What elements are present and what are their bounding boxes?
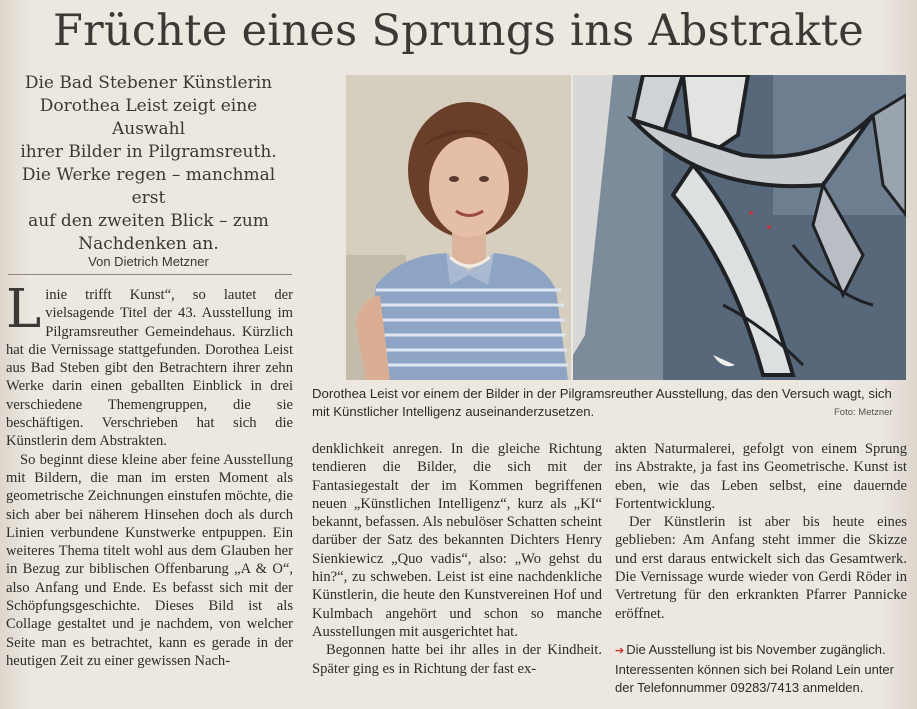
subhead-line: Nachdenken an. <box>78 234 219 254</box>
subhead-line: Die Werke regen – manchmal erst <box>21 165 276 208</box>
byline: Von Dietrich Metzner <box>88 254 209 269</box>
paragraph-text: inie trifft Kunst“, so lautet der vielsagende Titel der 43. Ausstellung im Pilgramsreuther Gemeindehaus. Kürzlich hat die Vernissage stattgefunden. Dorothea Leist aus Bad Steben gibt den Betrachtern ihrer zehn Werke darin einen geballten Einblick in drei verschiedene Themengruppen, die sie beschäftigen. Verschrieben hat sich die Künstlerin dem Abstrakten. <box>6 287 293 450</box>
article-column-1 <box>6 279 293 670</box>
woman-portrait-image <box>346 75 571 380</box>
abstract-painting-photo <box>573 75 906 380</box>
byline-divider <box>8 274 292 275</box>
notice-line <box>615 641 907 661</box>
exhibition-notice <box>615 641 907 698</box>
paragraph <box>6 279 293 451</box>
article-column-2 <box>312 440 602 678</box>
notice-text: Die Ausstellung ist bis November zugänglich. <box>626 642 886 657</box>
notice-line: Interessenten können sich bei Roland Lein unter <box>615 661 894 677</box>
drop-cap: L <box>6 279 42 340</box>
arrow-icon: ➔ <box>615 645 625 657</box>
subhead-line: Dorothea Leist zeigt eine Auswahl <box>39 96 258 139</box>
subhead-line: auf den zweiten Blick – zum <box>28 211 269 231</box>
photo-caption: Dorothea Leist vor einem der Bilder in der Pilgramsreuther Ausstellung, das den Versuch wagt, sich mit Künstlicher Intelligenz auseinanderzusetzen. <box>312 386 892 419</box>
headline: Früchte eines Sprungs ins Abstrakte <box>52 6 865 56</box>
subheadline <box>6 72 291 256</box>
subhead-line: Die Bad Stebener Künstlerin <box>24 73 273 93</box>
paragraph: Der Künstlerin ist aber bis heute eines geblieben: Am Anfang steht immer die Skizze und erst daraus entwickelt sich das Gesamtwerk. Die Vernissage wurde wieder von Gerdi Röder in Vertretung für den erkrankten Pfarrer Pannicke eröffnet. <box>615 514 907 622</box>
paragraph: akten Naturmalerei, gefolgt von einem Sprung ins Abstrakte, ja fast ins Geometrische. Kunst ist eben, wie das Leben selbst, eine dauernde Fortentwicklung. <box>615 441 907 512</box>
paragraph: So beginnt diese kleine aber feine Ausstellung mit Bildern, die man im ersten Moment als geometrische Zeichnungen einstufen möchte, die sich aber bei näherem Hinsehen doch als durch Linien verbundene Kunstwerke entpuppen. Ein weiteres Thema titelt wohl aus dem Glauben her in Bezug zur biblischen Offenbarung „A & O“, also Anfang und Ende. Es befasst sich mit der Schöpfungsgeschichte. Dieses Bild ist als Collage gestaltet und je nachdem, von welcher Seite man es betrachtet, kann es gerade in der heutigen Zeit zu einer gewissen Nach- <box>6 451 293 669</box>
abstract-painting-image <box>573 75 906 380</box>
paragraph: Begonnen hatte bei ihr alles in der Kindheit. Später ging es in Richtung der fast ex- <box>312 642 602 677</box>
portrait-photo <box>346 75 571 380</box>
paragraph: denklichkeit anregen. In die gleiche Richtung tendieren die Bilder, die sich mit der Fantasiegestalt der im Kommen begriffenen neuen „Künstlichen Intelligenz“, kurz als „KI“ bekannt, befassen. Als nebulöser Schatten scheint darüber der Satz des bekannten Dichters Henry Sienkiewicz „Quo vadis“, also: „Wo gehst du hin?“, zu schweben. Leist ist eine nachdenkliche Künstlerin, die heute den Kunstvereinen Hof und Kulmbach angehört und schon so manche Ausstellungen mit ausgerichtet hat. <box>312 441 602 640</box>
subhead-line: ihrer Bilder in Pilgramsreuth. <box>20 142 277 162</box>
article-column-3 <box>615 440 907 623</box>
notice-line: der Telefonnummer 09283/7413 anmelden. <box>615 680 864 696</box>
photo-credit: Foto: Metzner <box>834 407 893 418</box>
